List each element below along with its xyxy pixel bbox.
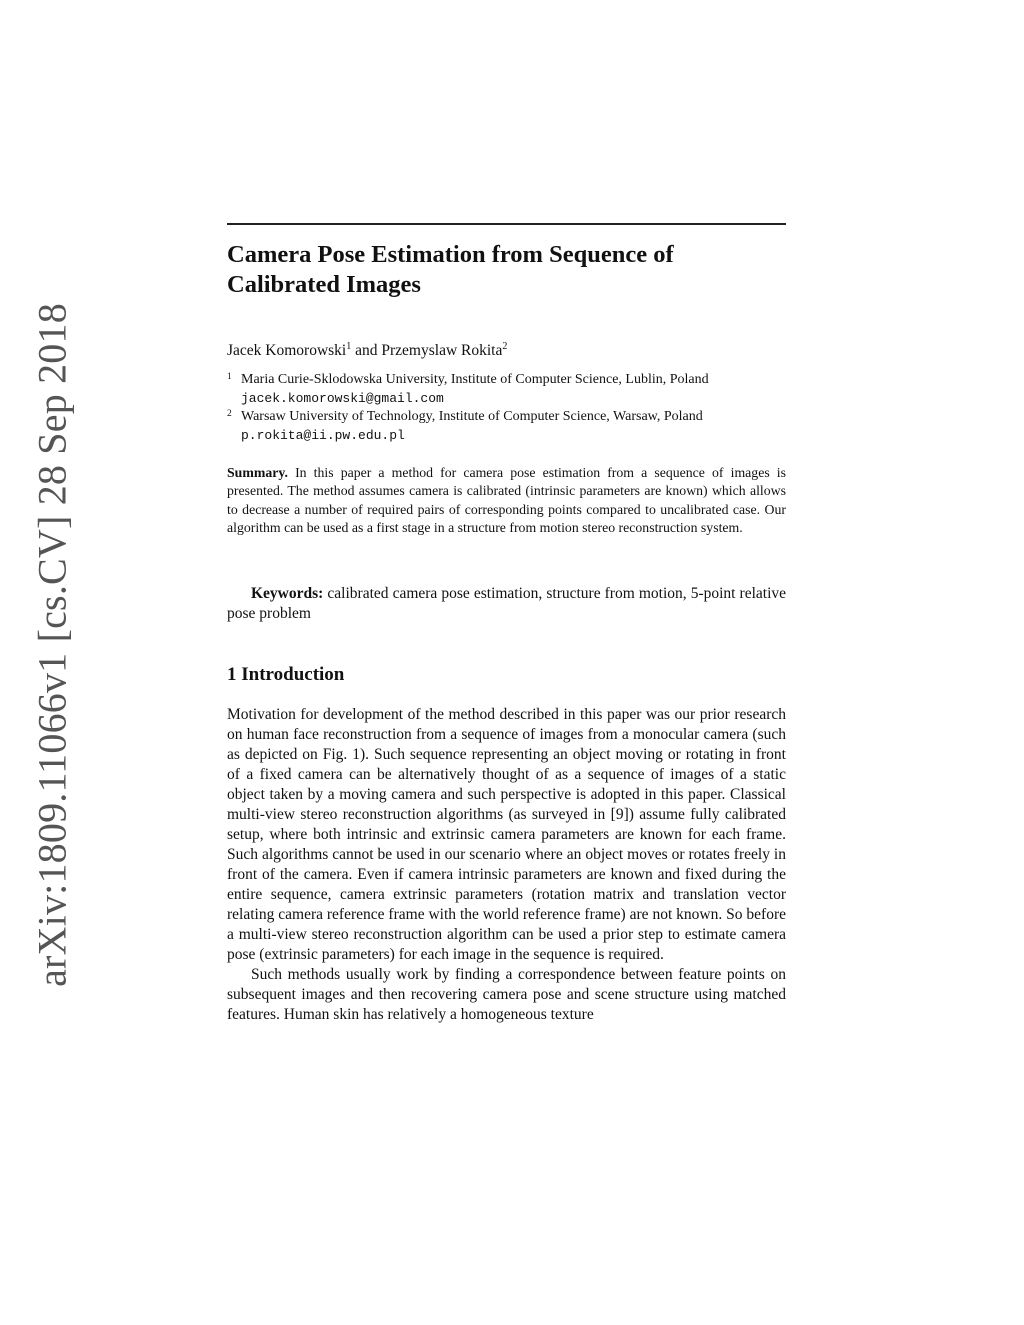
keywords-block xyxy=(227,584,786,624)
title-rule xyxy=(227,223,786,225)
affiliation-text: Maria Curie-Sklodowska University, Institute of Computer Science, Lublin, Poland xyxy=(241,372,709,387)
paper-title: Camera Pose Estimation from Sequence of Calibrated Images xyxy=(227,241,674,298)
author-line xyxy=(227,337,507,361)
affiliation-mark: 1 xyxy=(227,372,232,382)
author-email[interactable]: p.rokita@ii.pw.edu.pl xyxy=(241,427,405,443)
keywords-label: Keywords: xyxy=(251,585,324,602)
body-paragraph: Motivation for development of the method described in this paper was our prior research on human face reconstruction from a sequence of images from a monocular camera (such as depicted on Fig. 1). Such sequence representing an object moving or rotating in front of a fixed camera can be alternatively thought of as a sequence of images of a static object taken by a moving camera and such perspective is adopted in this paper. Classical multi-view stereo reconstruction algorithms (as surveyed in [9]) assume fully calibrated setup, where both intrinsic and extrinsic camera parameters are known for each frame. Such algorithms cannot be used in our scenario where an object moves or rotates freely in front of the camera. Even if camera intrinsic parameters are known and fixed during the entire sequence, camera extrinsic parameters (rotation matrix and translation vector relating camera reference frame with the world reference frame) are not known. So before a multi-view stereo reconstruction algorithm can be used a prior step to estimate camera pose (extrinsic parameters) for each image in the sequence is required. xyxy=(227,706,786,963)
affiliation xyxy=(227,371,786,408)
author-email[interactable]: jacek.komorowski@gmail.com xyxy=(241,390,444,406)
keywords-text: calibrated camera pose estimation, structure from motion, 5-point relative pose problem xyxy=(227,585,787,622)
summary-text: In this paper a method for camera pose estimation from a sequence of images is presented. The method assumes camera is calibrated (intrinsic parameters are known) which allows to decrease a number of required pairs of corresponding points compared to uncalibrated case. Our algorithm can be used as a first stage in a structure from motion stereo reconstruction system. xyxy=(227,465,786,535)
affiliation-mark: 2 xyxy=(227,409,232,419)
introduction-body xyxy=(227,705,786,1025)
summary-block xyxy=(227,464,786,537)
summary-label: Summary. xyxy=(227,465,288,480)
author-name: Jacek Komorowski xyxy=(227,342,347,360)
section-number: 1 xyxy=(227,664,237,685)
affiliations xyxy=(227,371,786,445)
section-title: Introduction xyxy=(241,664,345,685)
arxiv-identifier: arXiv:1809.11066v1 [cs.CV] 28 Sep 2018 xyxy=(29,303,75,987)
affiliation-text: Warsaw University of Technology, Institute of Computer Science, Warsaw, Poland xyxy=(241,409,703,424)
body-paragraph: Such methods usually work by finding a correspondence between feature points on subsequent images and then recovering camera pose and scene structure using matched features. Human skin has relatively a homogeneous texture xyxy=(227,966,786,1023)
author-mark: 1 xyxy=(346,341,352,352)
section-heading xyxy=(227,664,344,686)
author-joiner: and xyxy=(355,342,378,360)
author-name: Przemyslaw Rokita xyxy=(381,342,503,360)
affiliation xyxy=(227,408,786,445)
author-mark: 2 xyxy=(502,341,508,352)
